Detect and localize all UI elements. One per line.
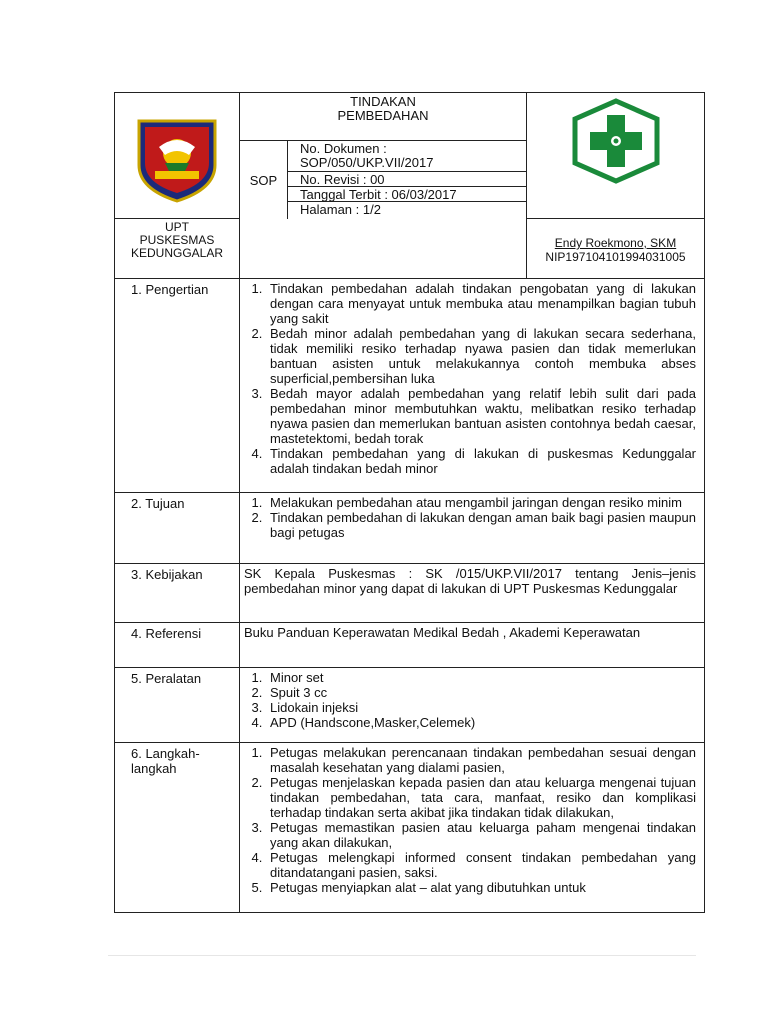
section-langkah	[114, 743, 705, 913]
section-content	[240, 743, 704, 912]
unit-line-3: KEDUNGGALAR	[130, 246, 224, 260]
sop-label: SOP	[240, 141, 288, 219]
regency-logo-cell	[115, 93, 240, 219]
unit-line-1: UPT	[165, 220, 189, 234]
page-divider	[108, 955, 696, 956]
list-item: 5. Petugas menyiapkan alat – alat yang dibutuhkan untuk	[266, 880, 696, 895]
list-item: 3. Bedah mayor adalah pembedahan yang relatif lebih sulit dari pada pembedahan minor membutuhkan waktu, melibatkan resiko terhadap nyawa pasien dan memerlukan bantuan asisten contohnya bedah caesar, mastetektomi, bedah torak	[266, 386, 696, 446]
document-header	[114, 92, 705, 279]
list-item: 1. Melakukan pembedahan atau mengambil jaringan dengan resiko minim	[266, 495, 696, 510]
section-label	[115, 743, 240, 912]
list-item: 4. Tindakan pembedahan yang di lakukan di puskesmas Kedunggalar adalah tindakan bedah minor	[266, 446, 696, 476]
section-content	[240, 493, 704, 563]
section-label: 3. Kebijakan	[115, 564, 240, 622]
section-text: Buku Panduan Keperawatan Medikal Bedah , Akademi Keperawatan	[244, 625, 641, 640]
signatory-name: Endy Roekmono, SKM	[554, 236, 677, 250]
document-title	[240, 93, 526, 141]
section-label: 5. Peralatan	[115, 668, 240, 742]
section-label: 2. Tujuan	[115, 493, 240, 563]
title-line-2: PEMBEDAHAN	[337, 108, 429, 123]
revision-row: No. Revisi : 00	[288, 172, 526, 187]
section-label: 1. Pengertian	[115, 279, 240, 492]
section-peralatan	[114, 668, 705, 743]
document-meta	[288, 141, 526, 219]
section-label-line-1: 6. Langkah-	[131, 746, 200, 761]
doc-number-label: No. Dokumen :	[300, 141, 387, 156]
section-pengertian	[114, 279, 705, 493]
unit-line-2: PUSKESMAS	[139, 233, 215, 247]
section-text: SK Kepala Puskesmas : SK /015/UKP.VII/2017 tentang Jenis–jenis pembedahan minor yang dapat di lakukan di UPT Puskesmas Kedunggalar	[244, 566, 696, 596]
unit-name	[115, 219, 240, 278]
section-kebijakan	[114, 564, 705, 623]
section-content	[240, 668, 704, 742]
issue-date-row: Tanggal Terbit : 06/03/2017	[288, 187, 526, 202]
signatory-nip: NIP197104101994031005	[545, 250, 686, 264]
list-item: 2. Petugas menjelaskan kepada pasien dan atau keluarga mengenai tujuan tindakan pembedahan, tata cara, manfaat, resiko dan komplikasi terhadap tindakan serta akibat jika tindakan tidak dilakukan,	[266, 775, 696, 820]
sop-document	[114, 92, 705, 913]
regency-emblem-icon	[115, 93, 240, 219]
list-item: 4. Petugas melengkapi informed consent tindakan pembedahan yang ditandatangani pasien, saksi.	[266, 850, 696, 880]
section-referensi	[114, 623, 705, 668]
section-label: 4. Referensi	[115, 623, 240, 667]
section-label-line-2: langkah	[131, 761, 177, 776]
page-row: Halaman : 1/2	[300, 202, 381, 217]
list-item: 1. Petugas melakukan perencanaan tindakan pembedahan sesuai dengan masalah kesehatan yang dialami pasien,	[266, 745, 696, 775]
list-item: 1. Minor set	[266, 670, 696, 685]
list-item: 2. Bedah minor adalah pembedahan yang di lakukan secara sederhana, tidak memiliki resiko terhadap nyawa pasien dan tidak memerlukan bantuan asisten untuk melakukannya contoh membuka abses superficial,pembersihan luka	[266, 326, 696, 386]
section-content	[240, 279, 704, 492]
puskesmas-logo-cell	[526, 93, 704, 219]
section-tujuan	[114, 493, 705, 564]
list-item: 2. Spuit 3 cc	[266, 685, 696, 700]
list-item: 3. Petugas memastikan pasien atau keluarga paham mengenai tindakan yang akan dilakukan,	[266, 820, 696, 850]
list-item: 3. Lidokain injeksi	[266, 700, 696, 715]
doc-number-value: SOP/050/UKP.VII/2017	[300, 155, 434, 170]
title-line-1: TINDAKAN	[350, 94, 416, 109]
doc-number-row	[288, 141, 526, 172]
list-item: 2. Tindakan pembedahan di lakukan dengan aman baik bagi pasien maupun bagi petugas	[266, 510, 696, 540]
list-item: 1. Tindakan pembedahan adalah tindakan pengobatan yang di lakukan dengan cara menyayat untuk membuka atau menampilkan bagian tubuh yang sakit	[266, 281, 696, 326]
puskesmas-logo-icon	[527, 93, 705, 219]
list-item: 4. APD (Handscone,Masker,Celemek)	[266, 715, 696, 730]
signatory	[526, 219, 704, 278]
